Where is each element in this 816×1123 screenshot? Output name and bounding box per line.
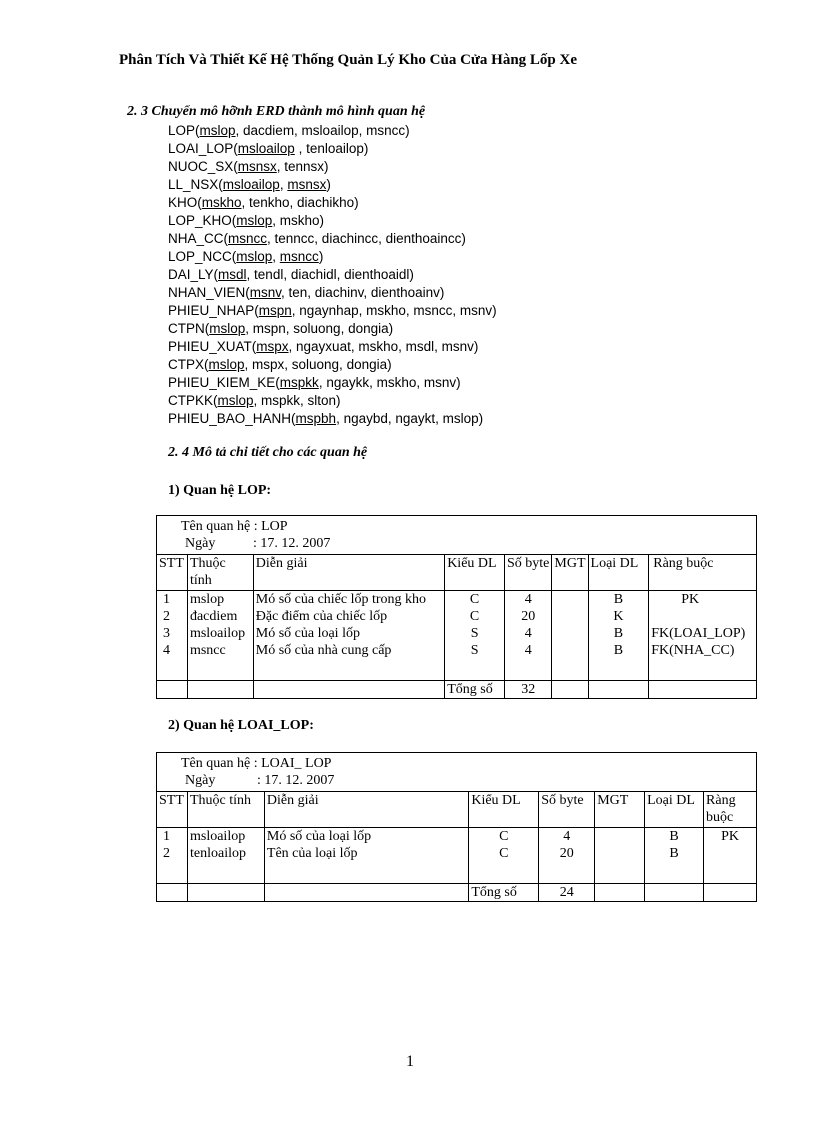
table2-header-constraint: Ràng buộc: [704, 792, 757, 828]
relation-line: [168, 374, 497, 392]
table1-total-label: Tổng số: [445, 681, 505, 699]
loai-lop-relation-table: [156, 752, 757, 902]
table2-total-label: Tổng số: [469, 884, 539, 902]
table1-header-kind: Loại DL: [588, 555, 649, 591]
relation-attributes: , mspx, soluong, dongia): [244, 357, 392, 372]
relation-line: [168, 212, 497, 230]
table2-col-datatype: C C: [469, 828, 539, 884]
primary-key-attribute: mspx: [256, 339, 289, 354]
relation-attributes: , dacdiem, msloailop, msncc): [235, 123, 410, 138]
relation-line: [168, 176, 497, 194]
relation-line: [168, 356, 497, 374]
table1-total-value: 32: [505, 681, 552, 699]
primary-key-attribute: mslop: [236, 249, 273, 264]
relation-line: [168, 248, 497, 266]
table1-meta: [157, 516, 757, 555]
table1-header-stt: STT: [157, 555, 188, 591]
relation-attributes: , ten, diachinv, dienthoainv): [281, 285, 445, 300]
relation-name: DAI_LY(: [168, 267, 219, 282]
primary-key-attribute: msloailop: [222, 177, 280, 192]
relation-name: NHAN_VIEN(: [168, 285, 250, 300]
relation-attributes: , ngaybd, ngaykt, mslop): [336, 411, 484, 426]
relation-name: PHIEU_XUAT(: [168, 339, 257, 354]
relation-name: NHA_CC(: [168, 231, 229, 246]
table2-header-mgt: MGT: [595, 792, 645, 828]
primary-key-attribute: mslop: [208, 357, 245, 372]
primary-key-attribute: msloailop: [237, 141, 295, 156]
table1-date-value: : 17. 12. 2007: [253, 536, 331, 551]
relation-line: [168, 320, 497, 338]
table2-total-value: 24: [539, 884, 595, 902]
relation-line: [168, 392, 497, 410]
relation-attributes: , ngaykk, mskho, msnv): [318, 375, 461, 390]
relation-line: [168, 338, 497, 356]
relation-name: NUOC_SX(: [168, 159, 238, 174]
primary-key-attribute: mspbh: [295, 411, 337, 426]
primary-key-attribute: msdl: [218, 267, 247, 282]
relation-name: PHIEU_KIEM_KE(: [168, 375, 280, 390]
table1-header-description: Diễn giải: [253, 555, 444, 591]
section-2-3-heading: 2. 3 Chuyển mô hỡnh ERD thành mô hình quan hệ: [127, 104, 426, 119]
table2-date-label: Ngày: [185, 773, 216, 788]
table2-col-bytes: 4 20: [539, 828, 595, 884]
relation-line: [168, 266, 497, 284]
table1-header-constraint: Ràng buộc: [649, 555, 757, 591]
relation-name: CTPKK(: [168, 393, 218, 408]
relation-attributes: , tenncc, diachincc, dienthoaincc): [267, 231, 466, 246]
table2-col-stt: 1 2: [157, 828, 188, 884]
primary-key-attribute: mslop: [236, 213, 273, 228]
separator: ,: [279, 177, 288, 192]
table1-date-label: Ngày: [185, 536, 216, 551]
table1-header-attribute: Thuộc tính: [187, 555, 253, 591]
table2-header-attribute: Thuộc tính: [187, 792, 264, 828]
primary-key-attribute: mslop: [217, 393, 254, 408]
table1-name-label: Tên quan hệ : LOP: [181, 519, 288, 534]
relation-line: [168, 140, 497, 158]
primary-key-attribute: mspkk: [279, 375, 319, 390]
primary-key-attribute: mspn: [258, 303, 292, 318]
table1-col-kind: B K B B: [588, 591, 649, 681]
relation-line: [168, 122, 497, 140]
table1-col-constraint: PK FK(LOAI_LOP) FK(NHA_CC): [649, 591, 757, 681]
table1-header-datatype: Kiểu DL: [445, 555, 505, 591]
table2-header-stt: STT: [157, 792, 188, 828]
table2-header-kind: Loại DL: [645, 792, 704, 828]
relation-name: LOP(: [168, 123, 200, 138]
table1-col-datatype: C C S S: [445, 591, 505, 681]
table2-header-description: Diễn giải: [264, 792, 468, 828]
primary-key-attribute: mskho: [201, 195, 242, 210]
table1-title: 1) Quan hệ LOP:: [168, 483, 272, 498]
table2-header-datatype: Kiểu DL: [469, 792, 539, 828]
relation-attributes: ): [318, 249, 324, 264]
table2-header-bytes: Số byte: [539, 792, 595, 828]
relation-attributes: , tenkho, diachikho): [241, 195, 359, 210]
table2-name-label: Tên quan hệ : LOAI_ LOP: [181, 756, 332, 771]
relation-attributes: , tennsx): [276, 159, 329, 174]
relation-schema-list: [168, 122, 497, 428]
table2-meta: [157, 753, 757, 792]
table1-header-bytes: Số byte: [505, 555, 552, 591]
primary-key-attribute: mslop: [199, 123, 236, 138]
relation-attributes: , ngaynhap, mskho, msncc, msnv): [291, 303, 497, 318]
relation-attributes: , tendl, diachidl, dienthoaidl): [246, 267, 414, 282]
relation-line: [168, 230, 497, 248]
table2-col-attribute: msloailop tenloailop: [187, 828, 264, 884]
section-2-4-heading: 2. 4 Mô tả chi tiết cho các quan hệ: [168, 445, 368, 460]
primary-key-attribute: msnsx: [237, 159, 277, 174]
table2-col-description: Mó số của loại lốp Tên của loại lốp: [264, 828, 468, 884]
table2-date-value: : 17. 12. 2007: [257, 773, 335, 788]
table1-col-attribute: mslop đacdiem msloailop msncc: [187, 591, 253, 681]
relation-name: PHIEU_NHAP(: [168, 303, 259, 318]
relation-line: [168, 194, 497, 212]
relation-attributes: , mspkk, slton): [253, 393, 341, 408]
relation-name: LOP_NCC(: [168, 249, 237, 264]
table1-col-bytes: 4 20 4 4: [505, 591, 552, 681]
relation-line: [168, 284, 497, 302]
primary-key-attribute: mslop: [209, 321, 246, 336]
relation-attributes: , tenloailop): [294, 141, 369, 156]
table2-col-constraint: PK: [704, 828, 757, 884]
table1-header-mgt: MGT: [552, 555, 588, 591]
separator: ,: [272, 249, 280, 264]
relation-name: LOP_KHO(: [168, 213, 237, 228]
primary-key-attribute: msncc: [228, 231, 268, 246]
relation-name: KHO(: [168, 195, 202, 210]
relation-attributes: ): [326, 177, 331, 192]
primary-key-attribute: msncc: [279, 249, 319, 264]
relation-line: [168, 158, 497, 176]
table2-title: 2) Quan hệ LOAI_LOP:: [168, 718, 314, 733]
relation-name: PHIEU_BAO_HANH(: [168, 411, 296, 426]
relation-name: LL_NSX(: [168, 177, 223, 192]
page-header: Phân Tích Và Thiết Kế Hệ Thống Quản Lý Kho Của Cửa Hàng Lốp Xe: [119, 52, 577, 68]
table1-col-mgt: [552, 591, 588, 681]
relation-line: [168, 410, 497, 428]
lop-relation-table: [156, 515, 757, 699]
table2-col-mgt: [595, 828, 645, 884]
relation-attributes: , mspn, soluong, dongia): [245, 321, 394, 336]
primary-key-attribute: msnsx: [287, 177, 327, 192]
relation-attributes: , mskho): [272, 213, 325, 228]
relation-name: CTPN(: [168, 321, 210, 336]
page-number: 1: [406, 1053, 414, 1070]
relation-line: [168, 302, 497, 320]
relation-name: CTPX(: [168, 357, 209, 372]
primary-key-attribute: msnv: [249, 285, 282, 300]
relation-name: LOAI_LOP(: [168, 141, 238, 156]
table2-col-kind: B B: [645, 828, 704, 884]
relation-attributes: , ngayxuat, mskho, msdl, msnv): [288, 339, 479, 354]
table1-col-description: Mó số của chiếc lốp trong kho Đặc điểm của chiếc lốp Mó số của loại lốp Mó số của nhà cung cấp: [253, 591, 444, 681]
table1-col-stt: 1 2 3 4: [157, 591, 188, 681]
